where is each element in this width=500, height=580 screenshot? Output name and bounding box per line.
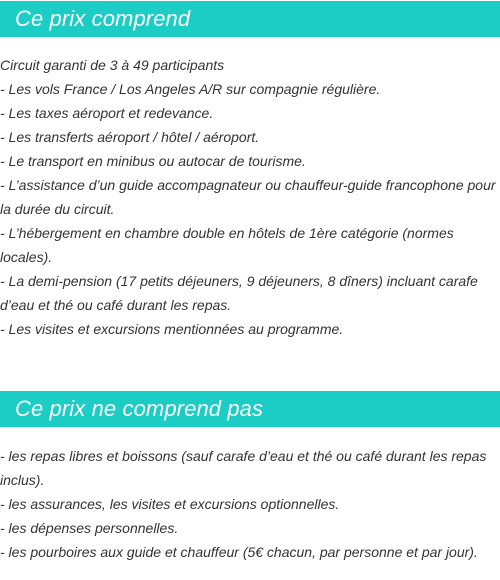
includes-title: Ce prix comprend [15,6,191,31]
excludes-section-header [0,391,500,427]
includes-list [0,53,500,341]
excludes-list [0,444,500,564]
excludes-line: - les repas libres et boissons (sauf carafe d’eau et thé ou café durant les repas [0,448,487,464]
includes-line: - Le transport en minibus ou autocar de tourisme. [0,153,306,169]
includes-line: Circuit garanti de 3 à 49 participants [0,57,225,73]
includes-line: - Les visites et excursions mentionnées au programme. [0,321,344,337]
includes-section-header [0,1,500,37]
includes-line: - Les taxes aéroport et redevance. [0,105,214,121]
excludes-line: - les assurances, les visites et excursions optionnelles. [0,496,340,512]
includes-line: - La demi-pension (17 petits déjeuners, 9 déjeuners, 8 dîners) incluant carafe [0,273,478,289]
excludes-line: - les dépenses personnelles. [0,520,179,536]
includes-line: la durée du circuit. [0,201,115,217]
excludes-title: Ce prix ne comprend pas [15,396,264,421]
includes-line: d’eau et thé ou café durant les repas. [0,297,232,313]
excludes-line: - les pourboires aux guide et chauffeur (5€ chacun, par personne et par jour). [0,544,478,560]
excludes-line: inclus). [0,472,45,488]
includes-line: - L’hébergement en chambre double en hôtels de 1ère catégorie (normes [0,225,454,241]
includes-line: locales). [0,249,53,265]
includes-line: - Les vols France / Los Angeles A/R sur compagnie régulière. [0,81,381,97]
includes-line: - Les transferts aéroport / hôtel / aéroport. [0,129,260,145]
includes-line: - L’assistance d’un guide accompagnateur ou chauffeur-guide francophone pour [0,177,496,193]
